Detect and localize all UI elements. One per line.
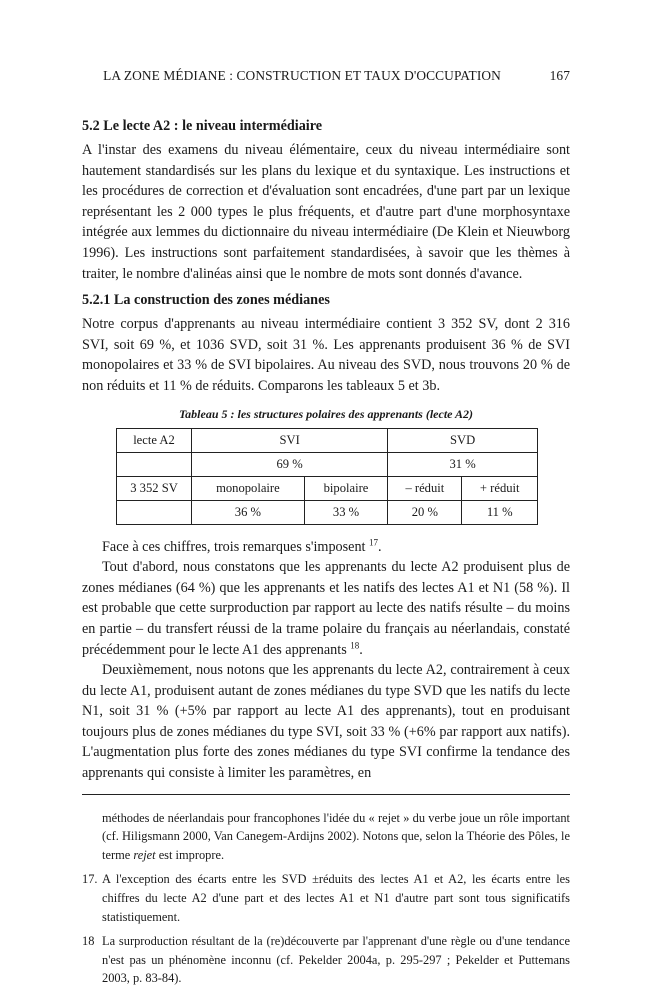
section-5-2-1-paragraph: Notre corpus d'apprenants au niveau intermédiaire contient 3 352 SV, dont 2 316 SVI, soit 69 %, et 1036 SVD, soit 31 %. Les apprenants produisent 36 % de SVI monopolaires et 33 % de SVI bipolaires. Au niveau des SVD, nous trouvons 20 % de non réduits et 11 % de réduits. Comparons les tableaux 5 et 3b. — [82, 316, 570, 394]
table-caption: Tableau 5 : les structures polaires des apprenants (lecte A2) — [178, 406, 474, 421]
table-cell: monopolaire — [192, 476, 305, 500]
table-cell: bipolaire — [304, 476, 387, 500]
table-cell: 3 352 SV — [117, 476, 192, 500]
table-row — [117, 452, 538, 476]
footnote-number: 17. — [82, 872, 98, 887]
table-cell: 33 % — [304, 500, 387, 524]
table-row — [117, 428, 538, 452]
body-text: Tout d'abord, nous constatons que les apprenants du lecte A2 produisent plus de zones médianes (64 %) que les apprenants et les natifs des lectes A1 et N1 (58 %). Il est probable que cette surproduction par rapport au lecte des natifs résulte – du moins en partie – du transfert réussi de la trame polaire du français au néerlandais, constaté précédemment pour le lecte A1 des apprenants — [82, 559, 570, 658]
table-cell: + réduit — [462, 476, 538, 500]
running-title: LA ZONE MÉDIANE : CONSTRUCTION ET TAUX D'OCCUPATION — [103, 68, 501, 83]
table-cell: 20 % — [388, 500, 462, 524]
table-cell: 36 % — [192, 500, 305, 524]
footnote-separator — [82, 794, 570, 795]
section-heading-5-2: 5.2 Le lecte A2 : le niveau intermédiaire — [82, 118, 323, 134]
running-header — [82, 68, 570, 84]
section-heading-5-2-1: 5.2.1 La construction des zones médianes — [82, 292, 330, 309]
footnotes — [82, 809, 570, 988]
page-number: 167 — [549, 68, 570, 83]
polar-structures-table — [116, 428, 538, 525]
footnote-emphasis: rejet — [133, 847, 156, 862]
table-cell — [117, 500, 192, 524]
main-content — [82, 116, 570, 994]
footnote-ref[interactable]: 18 — [350, 639, 360, 650]
footnote-continuation — [82, 809, 570, 865]
footnote-text: La surproduction résultant de la (re)découverte par l'apprenant d'une règle ou d'une tendance n'est pas un phénomène inconnu (cf. Pekelder 2004a, p. 295-297 ; Pekelder et Puttemans 2003, p. 83-84). — [102, 934, 570, 986]
footnote-18 — [82, 932, 570, 988]
table-cell: 31 % — [388, 452, 538, 476]
table-row — [117, 500, 538, 524]
table-row — [117, 476, 538, 500]
table-cell: lecte A2 — [117, 428, 192, 452]
table-cell: 11 % — [462, 500, 538, 524]
body-paragraph: Deuxièmement, nous notons que les apprenants du lecte A2, contrairement à ceux du lecte A1, produisent autant de zones médianes du type SVD que les natifs du lecte N1, soit 31 % (+5% par rapport au lecte A1 des apprenants), tout en produisant toujours plus de zones médianes du type SVI, soit 33 % (+6% par rapport aux natifs). L'augmentation plus forte des zones médianes du type SVI confirme la tendance des apprenants qui consiste à limiter les paramètres, en — [82, 662, 570, 782]
table-cell: – réduit — [388, 476, 462, 500]
table-cell: SVI — [192, 428, 388, 452]
footnote-ref[interactable]: 17 — [369, 536, 379, 547]
body-paragraph: Tout d'abord, nous constatons que les apprenants du lecte A2 produisent plus de zones médianes (64 %) que les apprenants et les natifs des lectes A1 et N1 (58 %). Il est probable que cette surproduction par rapport au lecte des natifs résulte – du moins en partie – du transfert réussi de la trame polaire du français au néerlandais, constaté précédemment pour le lecte A1 des apprenants $^{18}$. — [82, 559, 570, 658]
footnote-17 — [82, 870, 570, 926]
footnote-number: 18 — [82, 934, 95, 949]
footnote-text: est impropre. — [158, 847, 225, 862]
table-cell: 69 % — [192, 452, 388, 476]
section-5-2-paragraph: A l'instar des examens du niveau élémentaire, ceux du niveau intermédiaire sont hautement standardisés sur les plans du lexique et du syntaxique. Les instructions et les procédures de correction et d'évaluation sont encadrées, d'une part par un lexique représentant les 2 000 types le plus fréquents, et d'autre part d'une morphosyntaxe intégrée aux lemmes du dictionnaire du niveau intermédiaire (De Klein et Nieuwborg 1996). Les instructions sont parfaitement standardisées, à savoir que les thèmes à traiter, le nombre d'alinéas ainsi que le nombre de mots sont donnés d'avance. — [82, 142, 570, 282]
table-cell — [117, 452, 192, 476]
body-paragraph: Face à ces chiffres, trois remarques s'imposent $^{17}$. — [102, 536, 382, 555]
footnote-text: A l'exception des écarts entre les SVD ±réduits des lectes A1 et A2, les écarts entre les chiffres du lecte A2 d'une part et des lectes A1 et N1 d'autre part sont tous significatifs statistiquement. — [102, 872, 570, 924]
footnote-text: méthodes de néerlandais pour francophones l'idée du « rejet » du verbe joue un rôle important (cf. Hiligsmann 2000, Van Canegem-Ardijns 2002). Notons que, selon la Théorie des Pôles, le terme — [102, 810, 570, 862]
table-cell: SVD — [388, 428, 538, 452]
body-text: Face à ces chiffres, trois remarques s'imposent — [102, 538, 366, 555]
